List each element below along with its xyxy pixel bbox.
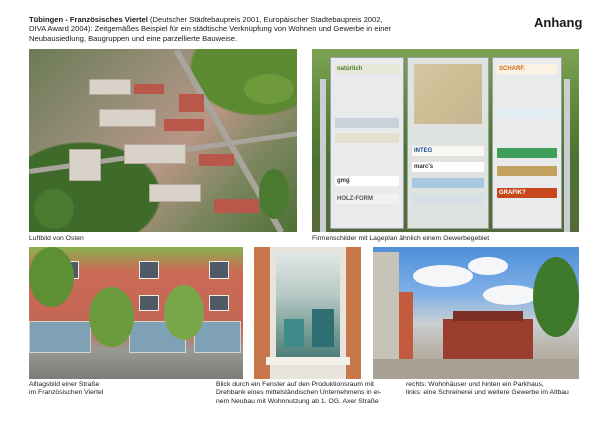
courtyard-caption-line1: rechts: Wohnhäuser und hinten ein Parkhaus, (406, 381, 544, 388)
street-caption-line2: im Französischen Viertel (29, 389, 104, 397)
section-label: Anhang (534, 15, 583, 30)
courtyard-photo (373, 247, 579, 379)
aerial-caption: Luftbild von Osten (29, 235, 84, 242)
street-caption (29, 381, 103, 398)
courtyard-caption-line2: links: eine Schreinerei und weitere Gewerbe im Altbau (406, 389, 569, 397)
sign-6: GRAFIK? (497, 188, 557, 198)
page-heading (29, 15, 399, 43)
street-caption-line1: Alltagsbild einer Straße (29, 381, 100, 388)
window-caption-line3: nem Neubau mit Wohnnutzung ab 1. OG, Axer Straße (216, 397, 379, 405)
sign-2: INTEG (412, 146, 484, 156)
courtyard-caption (406, 381, 569, 398)
window-caption (216, 381, 381, 406)
sign-3: marc's (412, 162, 484, 172)
sign-0: natürlich (335, 64, 399, 74)
signs-caption: Firmenschilder mit Lageplan ähnlich einem Gewerbegebiet (312, 235, 490, 242)
sign-1: SCHARF. (497, 64, 557, 74)
company-signs-photo (312, 49, 579, 232)
street-photo (29, 247, 243, 379)
window-caption-line1: Blick durch ein Fenster auf den Produktionsraum mit (216, 381, 374, 388)
sign-4: gmg (335, 176, 399, 186)
sign-5: HOLZ-FORM (335, 194, 399, 204)
aerial-photo (29, 49, 297, 232)
window-caption-line2: Drehbank eines mittelständischen Unternehmens in ei- (216, 389, 382, 397)
heading-description: (Deutscher Städtebaupreis 2001, Europäischer Stadtebaupreis 2002, DIVA Award 2004): Zeitgemäßes Beispiel für ein städtische Verknüpfung von Wohnen und Gewerbe in einer Neubausiedlung, Baugruppen und eine parzellierte Bauweise. (29, 15, 392, 43)
heading-title: Tübingen - Französisches Viertel (29, 15, 148, 24)
workshop-window-photo (254, 247, 361, 379)
